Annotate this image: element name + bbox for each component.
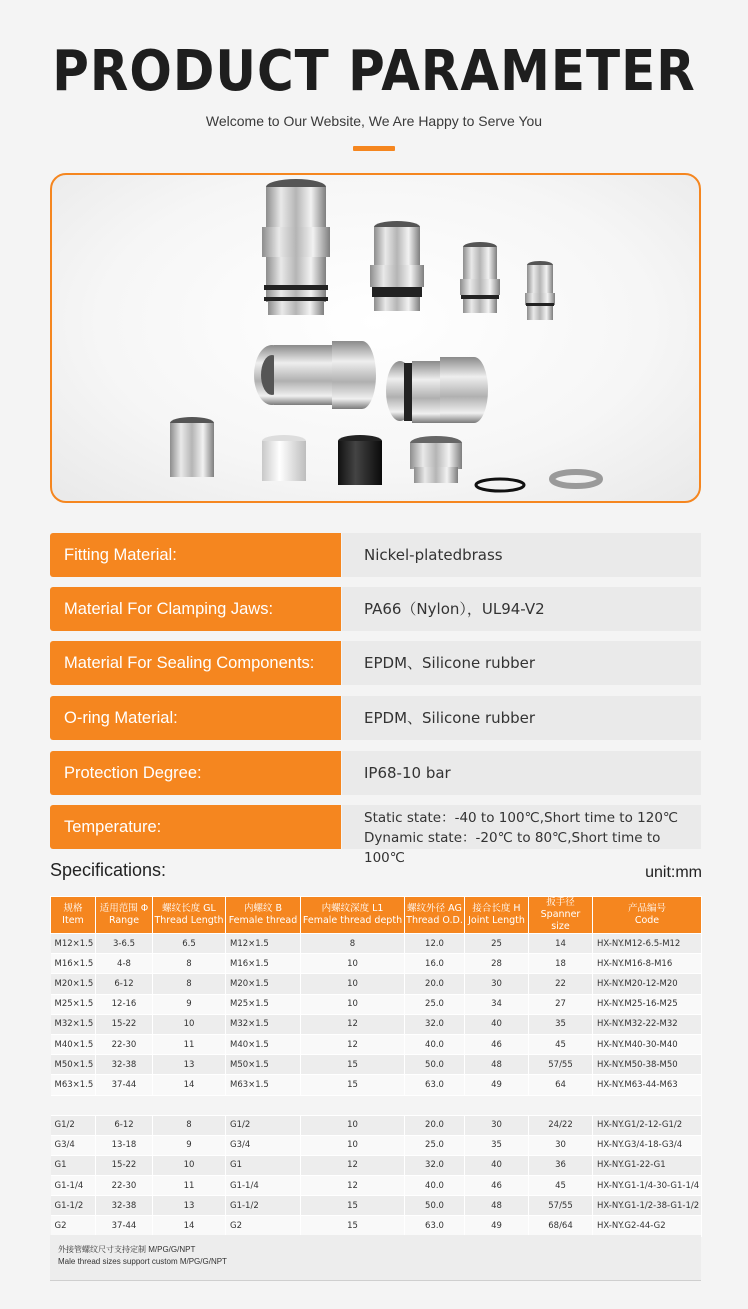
table-row [51,1014,702,1034]
table-cell: 12 [301,1155,405,1175]
table-cell: 12 [301,1176,405,1196]
table-cell: 40 [465,1014,529,1034]
table-cell: G1-1/2 [226,1196,301,1216]
table-cell: M40×1.5 [51,1034,96,1054]
table-cell: 15-22 [96,1155,153,1175]
table-row [51,934,702,954]
table-cell: 28 [465,954,529,974]
table-row [51,1216,702,1236]
table-cell: 25.0 [405,994,465,1014]
table-cell: 14 [529,934,593,954]
table-cell: 45 [529,1034,593,1054]
table-cell: 46 [465,1034,529,1054]
table-cell: HX-NY.G1/2-12-G1/2 [593,1115,702,1135]
table-cell: 30 [529,1135,593,1155]
param-clamping-jaws [50,587,701,631]
table-cell: 20.0 [405,974,465,994]
table-cell: M12×1.5 [51,934,96,954]
table-cell: G3/4 [226,1135,301,1155]
table-cell: 12 [301,1014,405,1034]
table-cell: 30 [465,1115,529,1135]
header-spanner-size: 扳手径 Spanner size [529,897,593,934]
table-row [51,974,702,994]
table-cell: G1 [51,1155,96,1175]
param-label: Material For Clamping Jaws: [50,587,341,631]
product-photo [50,173,701,503]
table-cell: 40.0 [405,1034,465,1054]
param-temperature [50,805,701,866]
table-cell: 24/22 [529,1115,593,1135]
table-cell: 30 [465,974,529,994]
table-cell: HX-NY.M50-38-M50 [593,1055,702,1075]
table-cell: 10 [301,1135,405,1155]
table-cell: M25×1.5 [51,994,96,1014]
table-row [51,954,702,974]
table-cell: G1/2 [51,1115,96,1135]
table-cell: 35 [529,1014,593,1034]
table-cell: HX-NY.M12-6.5-M12 [593,934,702,954]
table-cell: 14 [153,1075,226,1095]
table-cell: 10 [301,954,405,974]
param-value: EPDM、Silicone rubber [342,641,701,685]
table-cell: 68/64 [529,1216,593,1236]
table-cell: 12-16 [96,994,153,1014]
table-cell: 4-8 [96,954,153,974]
table-spacer-row [51,1095,702,1115]
table-spacer-cell [51,1095,702,1115]
table-cell: M25×1.5 [226,994,301,1014]
param-value: IP68-10 bar [342,751,701,795]
table-cell: G2 [226,1216,301,1236]
table-cell: 37-44 [96,1216,153,1236]
table-cell: 12.0 [405,934,465,954]
table-cell: 10 [301,1115,405,1135]
table-cell: 63.0 [405,1075,465,1095]
table-cell: 10 [301,994,405,1014]
table-cell: HX-NY.M20-12-M20 [593,974,702,994]
table-cell: HX-NY.M40-30-M40 [593,1034,702,1054]
table-cell: M32×1.5 [226,1014,301,1034]
custom-thread-note [50,1235,701,1281]
param-oring-material [50,696,701,740]
table-cell: 32-38 [96,1055,153,1075]
table-cell: M32×1.5 [51,1014,96,1034]
header-thread-od: 螺纹外径 AG Thread O.D. [405,897,465,934]
table-cell: 50.0 [405,1196,465,1216]
table-cell: 64 [529,1075,593,1095]
gland-lying-right [386,357,488,423]
table-cell: HX-NY.M16-8-M16 [593,954,702,974]
table-cell: 13-18 [96,1135,153,1155]
table-cell: 25 [465,934,529,954]
table-cell: HX-NY.G1-22-G1 [593,1155,702,1175]
table-cell: M20×1.5 [51,974,96,994]
table-cell: 32-38 [96,1196,153,1216]
table-cell: 6.5 [153,934,226,954]
table-cell: 15 [301,1196,405,1216]
table-cell: 10 [153,1155,226,1175]
page-subtitle: Welcome to Our Website, We Are Happy to Serve You [205,113,543,129]
temperature-static: Static state：-40 to 100℃,Short time to 120℃ [364,810,679,826]
table-cell: 63.0 [405,1216,465,1236]
table-row [51,1176,702,1196]
table-row [51,1115,702,1135]
table-cell: 40.0 [405,1176,465,1196]
header-joint-length: 接合长度 H Joint Length [465,897,529,934]
table-cell: 6-12 [96,974,153,994]
table-cell: 49 [465,1075,529,1095]
table-cell: 10 [301,974,405,994]
table-cell: G1/2 [226,1115,301,1135]
temperature-dynamic: Dynamic state：-20℃ to 80℃,Short time to 100℃ [364,830,661,866]
table-cell: M50×1.5 [51,1055,96,1075]
table-cell: 57/55 [529,1196,593,1216]
table-cell: M16×1.5 [51,954,96,974]
specifications-table [50,896,702,1237]
table-cell: 57/55 [529,1055,593,1075]
table-cell: 32.0 [405,1155,465,1175]
cable-gland-illustration [52,175,699,501]
table-cell: HX-NY.G2-44-G2 [593,1216,702,1236]
table-cell: 15 [301,1216,405,1236]
table-cell: 16.0 [405,954,465,974]
table-cell: 10 [153,1014,226,1034]
table-cell: HX-NY.M25-16-M25 [593,994,702,1014]
table-cell: G3/4 [51,1135,96,1155]
table-cell: 36 [529,1155,593,1175]
table-cell: 8 [153,1115,226,1135]
table-cell: 50.0 [405,1055,465,1075]
table-row [51,994,702,1014]
table-cell: 3-6.5 [96,934,153,954]
gland-small [460,242,500,313]
unit-label: unit:mm [645,864,702,881]
param-value: EPDM、Silicone rubber [342,696,701,740]
table-cell: 6-12 [96,1115,153,1135]
table-cell: HX-NY.G1-1/4-30-G1-1/4 [593,1176,702,1196]
specifications-heading: Specifications: [50,860,167,880]
param-fitting-material [50,533,701,577]
gland-parts [170,417,600,491]
param-label: Fitting Material: [50,533,341,577]
table-cell: 34 [465,994,529,1014]
param-value: PA66（Nylon），UL94-V2 [342,587,701,631]
header-range: 适用范围 Φ Range [96,897,153,934]
table-row [51,1055,702,1075]
page-title: PRODUCT PARAMETER [52,38,696,104]
table-cell: 22-30 [96,1176,153,1196]
header-code: 产品编号 Code [593,897,702,934]
table-cell: M20×1.5 [226,974,301,994]
table-cell: 9 [153,994,226,1014]
note-english: Male thread sizes support custom M/PG/G/NPT [58,1257,227,1266]
accent-divider [353,146,395,151]
gland-large [262,179,330,315]
table-cell: 35 [465,1135,529,1155]
table-row [51,1196,702,1216]
header-thread-length: 螺纹长度 GL Thread Length [153,897,226,934]
table-cell: 11 [153,1034,226,1054]
table-cell: 22-30 [96,1034,153,1054]
table-cell: 8 [153,974,226,994]
table-cell: HX-NY.G3/4-18-G3/4 [593,1135,702,1155]
table-cell: 15-22 [96,1014,153,1034]
table-cell: 27 [529,994,593,1014]
table-cell: G2 [51,1216,96,1236]
table-cell: 12 [301,1034,405,1054]
gland-lying-left [254,341,376,409]
header-female-thread: 内螺纹 B Female thread [226,897,301,934]
table-cell: 8 [153,954,226,974]
table-cell: 25.0 [405,1135,465,1155]
table-cell: HX-NY.M63-44-M63 [593,1075,702,1095]
table-cell: 46 [465,1176,529,1196]
table-cell: 15 [301,1055,405,1075]
table-cell: M50×1.5 [226,1055,301,1075]
param-label: O-ring Material: [50,696,341,740]
param-label: Temperature: [50,805,341,849]
table-cell: G1 [226,1155,301,1175]
table-cell: M63×1.5 [51,1075,96,1095]
table-cell: 15 [301,1075,405,1095]
param-label: Protection Degree: [50,751,341,795]
table-row [51,1075,702,1095]
param-value [342,805,701,866]
header-item: 规格 Item [51,897,96,934]
table-cell: HX-NY.M32-22-M32 [593,1014,702,1034]
table-cell: G1-1/4 [226,1176,301,1196]
table-row [51,1135,702,1155]
param-value: Nickel-platedbrass [342,533,701,577]
table-cell: 32.0 [405,1014,465,1034]
table-cell: 37-44 [96,1075,153,1095]
header-female-thread-depth: 内螺纹深度 L1 Female thread depth [301,897,405,934]
table-cell: 11 [153,1176,226,1196]
table-cell: 13 [153,1055,226,1075]
table-cell: G1-1/2 [51,1196,96,1216]
table-cell: 13 [153,1196,226,1216]
table-cell: 14 [153,1216,226,1236]
table-cell: 9 [153,1135,226,1155]
table-cell: M12×1.5 [226,934,301,954]
note-chinese: 外接管螺纹尺寸支持定制 M/PG/G/NPT [58,1245,196,1254]
table-cell: M40×1.5 [226,1034,301,1054]
table-cell: 48 [465,1055,529,1075]
table-cell: 22 [529,974,593,994]
table-cell: HX-NY.G1-1/2-38-G1-1/2 [593,1196,702,1216]
table-cell: M16×1.5 [226,954,301,974]
param-label: Material For Sealing Components: [50,641,341,685]
table-cell: 49 [465,1216,529,1236]
table-cell: M63×1.5 [226,1075,301,1095]
table-header-row [51,897,702,934]
param-protection-degree [50,751,701,795]
gland-medium [370,221,424,311]
table-row [51,1155,702,1175]
gland-mini [525,261,555,320]
table-cell: 40 [465,1155,529,1175]
table-cell: 48 [465,1196,529,1216]
table-cell: 45 [529,1176,593,1196]
param-sealing-components [50,641,701,685]
table-cell: 20.0 [405,1115,465,1135]
table-row [51,1034,702,1054]
table-cell: 18 [529,954,593,974]
table-cell: G1-1/4 [51,1176,96,1196]
table-cell: 8 [301,934,405,954]
